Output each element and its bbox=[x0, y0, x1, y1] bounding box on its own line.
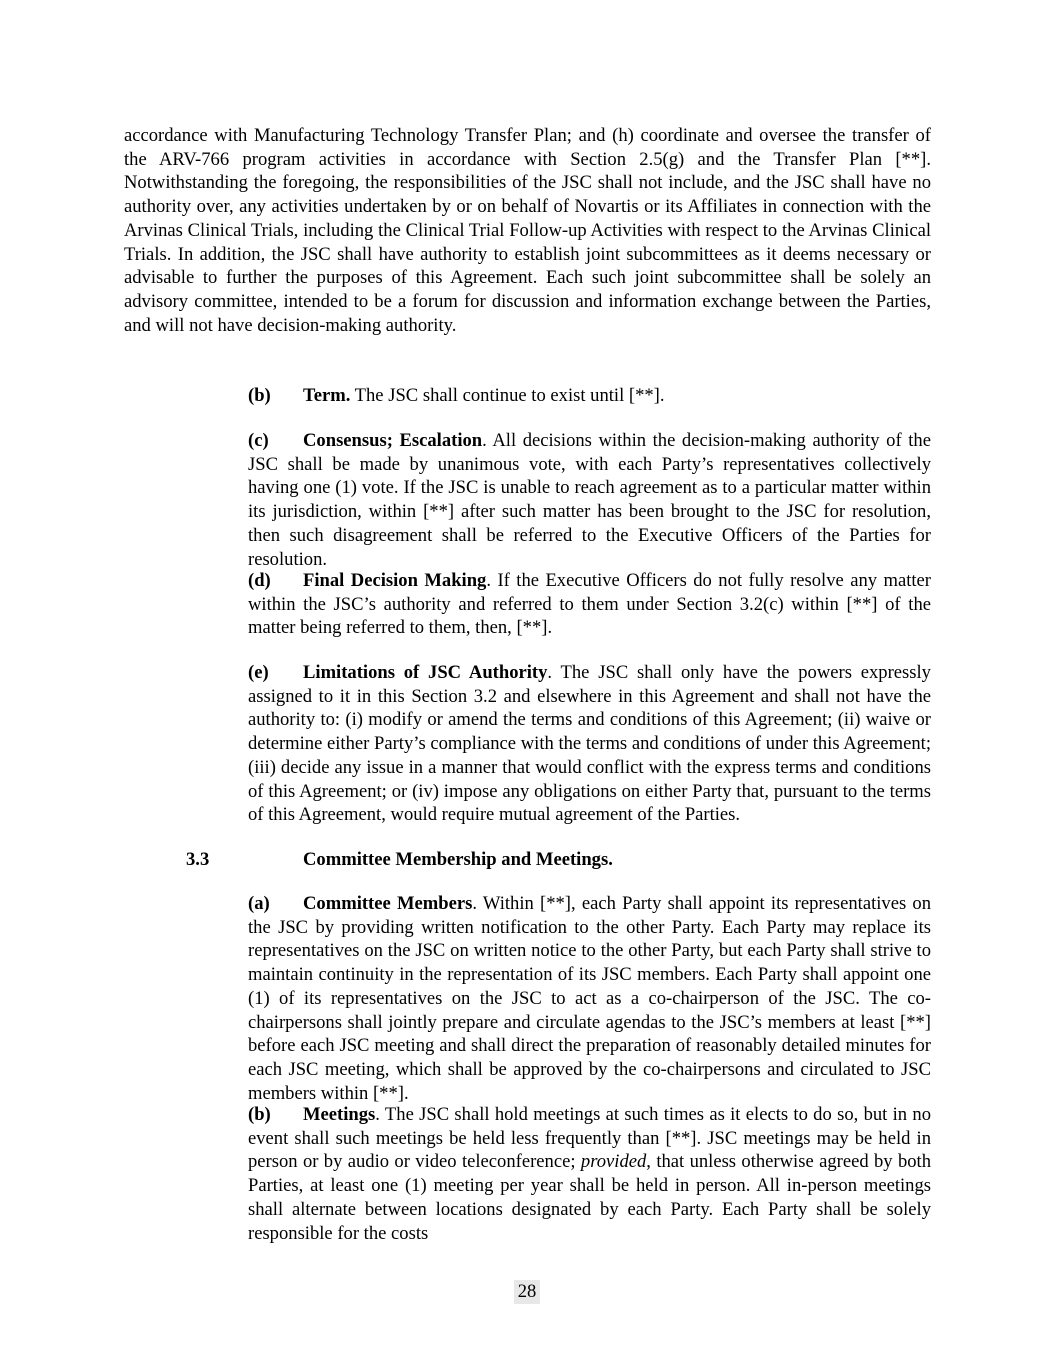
clause-label: (c) bbox=[248, 430, 269, 451]
clause-c-consensus bbox=[124, 429, 931, 571]
clause-label: (a) bbox=[248, 893, 270, 914]
clause-paragraph bbox=[124, 661, 931, 827]
clause-label: (b) bbox=[248, 385, 271, 406]
clause-text: . If the Executive Officers do not fully resolve any matter within the JSC’s authority and referred to them under Section 3.2(c) within [**] of the matter being referred to them, then, [**]. bbox=[248, 570, 931, 639]
clause-text: . The JSC shall only have the powers expressly assigned to it in this Section 3.2 and elsewhere in this Agreement and shall not have the authority to: (i) modify or amend the terms and conditions of this Agreement; (ii) waive or determine either Party’s compliance with the terms and conditions of under this Agreement; (iii) decide any issue in a manner that would conflict with the express terms and conditions of this Agreement; or (iv) impose any obligations on either Party that, pursuant to the terms of this Agreement, would require mutual agreement of the Parties. bbox=[248, 662, 931, 826]
clause-text: The JSC shall continue to exist until [**]. bbox=[350, 385, 665, 406]
page-number: 28 bbox=[514, 1280, 540, 1304]
clause-b-meetings bbox=[124, 1103, 931, 1245]
paragraph-continuation bbox=[124, 124, 931, 337]
paragraph-text: accordance with Manufacturing Technology Transfer Plan; and (h) coordinate and oversee the transfer of the ARV-766 program activities in accordance with Section 2.5(g) and the Transfer Plan [**]. Notwithstanding the foregoing, the responsibilities of the JSC shall not include, and the JSC shall have no authority over, any activities undertaken by or on behalf of Novartis or its Affiliates in connection with the Arvinas Clinical Trials, including the Clinical Trial Follow-up Activities with respect to the Arvinas Clinical Trials. In addition, the JSC shall have authority to establish joint subcommittees as it deems necessary or advisable to further the purposes of this Agreement. Each such joint subcommittee shall be solely an advisory committee, intended to be a forum for discussion and information exchange between the Parties, and will not have decision-making authority. bbox=[124, 125, 931, 336]
clause-text: . All decisions within the decision-making authority of the JSC shall be made by unanimous vote, with each Party’s representatives collectively having one (1) vote. If the JSC is unable to reach agreement as to a particular matter within its jurisdiction, within [**] after such matter has been brought to the JSC for resolution, then such disagreement shall be referred to the Executive Officers of the Parties for resolution. bbox=[248, 430, 931, 570]
clause-italic-term: provided bbox=[580, 1151, 647, 1173]
clause-label: (e) bbox=[248, 662, 269, 683]
clause-title: Limitations of JSC Authority bbox=[303, 662, 548, 683]
clause-a-committee-members bbox=[124, 892, 931, 1105]
clause-text: . The JSC shall hold meetings at such times as it elects to do so, but in no event shall such meetings be held less frequently than [**]. JSC meetings may be held in person or by audio or video teleconference; bbox=[248, 1104, 931, 1173]
clause-paragraph bbox=[124, 1103, 931, 1245]
clause-title: Consensus; Escalation bbox=[303, 430, 483, 451]
clause-title: Committee Members bbox=[303, 893, 473, 914]
clause-text: . Within [**], each Party shall appoint its representatives on the JSC by providing written notification to the other Party. Each Party may replace its representatives on the JSC on written notice to the other Party, but each Party shall strive to maintain continuity in the representation of its JSC members. Each Party shall appoint one (1) of its representatives on the JSC to act as a co-chairperson of the JSC. The co-chairpersons shall jointly prepare and circulate agendas to the JSC’s members at least [**] before each JSC meeting and shall direct the preparation of reasonably detailed minutes for each JSC meeting, which shall be approved by the co-chairpersons and circulated to JSC members within [**]. bbox=[248, 893, 931, 1104]
section-heading-line bbox=[124, 848, 931, 872]
clause-d-final-decision bbox=[124, 569, 931, 640]
clause-label: (d) bbox=[248, 570, 271, 591]
section-number: 3.3 bbox=[186, 849, 210, 870]
clause-e-limitations bbox=[124, 661, 931, 827]
clause-label: (b) bbox=[248, 1104, 271, 1125]
section-heading bbox=[124, 848, 931, 872]
clause-paragraph bbox=[124, 384, 931, 408]
clause-paragraph bbox=[124, 429, 931, 571]
clause-title: Meetings bbox=[303, 1104, 376, 1125]
clause-text-continued: , that unless otherwise agreed by both Parties, at least one (1) meeting per year shall be held in person. All in-person meetings shall alternate between locations designated by each Party. Each Party shall be solely responsible for the costs bbox=[248, 1151, 932, 1244]
section-title: Committee Membership and Meetings. bbox=[303, 849, 613, 870]
clause-title: Final Decision Making bbox=[303, 570, 487, 591]
clause-b-term bbox=[124, 384, 931, 408]
clause-paragraph bbox=[124, 569, 931, 640]
clause-paragraph bbox=[124, 892, 931, 1105]
clause-title: Term. bbox=[303, 385, 351, 406]
